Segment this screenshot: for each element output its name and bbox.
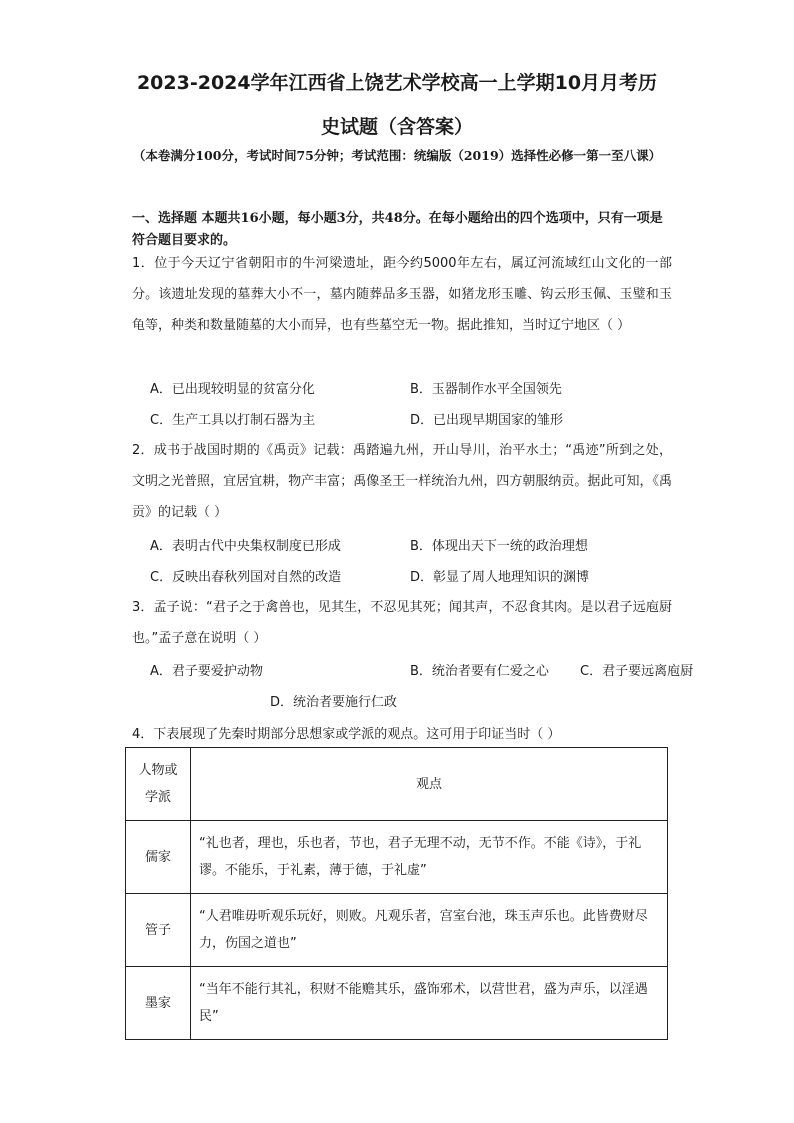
viewpoints-table <box>125 747 668 1040</box>
question-3-option-a[interactable]: A．君子要爱护动物 <box>150 664 263 679</box>
question-3-option-c[interactable]: C．君子要远离庖厨 <box>580 664 694 679</box>
question-1-option-a[interactable]: A．已出现较明显的贫富分化 <box>150 382 315 397</box>
table-cell-view: “人君唯毋听观乐玩好，则败。凡观乐者，宫室台池，珠玉声乐也。此皆费财尽力，伤国之道也” <box>191 894 668 967</box>
table-cell-view: “当年不能行其礼，积财不能赡其乐，盛饰邪术，以营世君，盛为声乐，以淫遇民” <box>191 967 668 1040</box>
question-2-option-a[interactable]: A．表明古代中央集权制度已形成 <box>150 539 341 554</box>
question-1-option-c[interactable]: C．生产工具以打制石器为主 <box>150 413 316 428</box>
table-header-who: 人物或学派 <box>126 748 191 821</box>
exam-title-line2: 史试题（含答案） <box>320 116 473 138</box>
table-row <box>126 894 668 967</box>
question-3-option-d[interactable]: D．统治者要施行仁政 <box>270 695 398 710</box>
question-3-stem: 3．孟子说：“君子之于禽兽也，见其生，不忍见其死；闻其声，不忍食其肉。是以君子远庖厨也。”孟子意在说明（ ） <box>132 600 672 646</box>
table-cell-who: 管子 <box>126 894 191 967</box>
question-2-option-b[interactable]: B．体现出天下一统的政治理想 <box>410 539 588 554</box>
table-row <box>126 967 668 1040</box>
question-1-option-b[interactable]: B．玉器制作水平全国领先 <box>410 382 562 397</box>
table-cell-who: 墨家 <box>126 967 191 1040</box>
section-heading: 一、选择题 本题共16小题，每小题3分，共48分。在每小题给出的四个选项中，只有一项是符合题目要求的。 <box>132 211 663 248</box>
table-cell-who: 儒家 <box>126 821 191 894</box>
table-header-view: 观点 <box>191 748 668 821</box>
question-4-stem: 4．下表展现了先秦时期部分思想家或学派的观点。这可用于印证当时（ ） <box>132 727 561 742</box>
exam-title-line1: 2023-2024学年江西省上饶艺术学校高一上学期10月月考历 <box>136 72 658 94</box>
question-2-stem: 2．成书于战国时期的《禹贡》记载：禹踏遍九州，开山导川，治平水土；“禹迹”所到之处，文明之光普照，宜居宜耕，物产丰富；禹像圣王一样统治九州，四方朝服纳贡。据此可知，《禹贡》的记载（ ） <box>132 443 672 520</box>
table-cell-view: “礼也者，理也，乐也者，节也，君子无理不动，无节不作。不能《诗》，于礼谬。不能乐，于礼素，薄于德，于礼虚” <box>191 821 668 894</box>
question-3-option-b[interactable]: B．统治者要有仁爱之心 <box>410 664 549 679</box>
question-2-option-c[interactable]: C．反映出春秋列国对自然的改造 <box>150 570 342 585</box>
question-1-option-d[interactable]: D．已出现早期国家的雏形 <box>410 413 564 428</box>
question-1-stem: 1．位于今天辽宁省朝阳市的牛河梁遗址，距今约5000年左右，属辽河流域红山文化的一部分。该遗址发现的墓葬大小不一，墓内随葬品多玉器，如猪龙形玉雕、钩云形玉佩、玉璧和玉龟等，种类和数量随墓的大小而异，也有些墓空无一物。据此推知，当时辽宁地区（ ） <box>132 256 672 333</box>
table-header-row <box>126 748 668 821</box>
question-2-option-d[interactable]: D．彰显了周人地理知识的渊博 <box>410 570 590 585</box>
exam-subtitle: （本卷满分100分，考试时间75分钟；考试范围：统编版（2019）选择性必修一第一至八课） <box>132 148 662 163</box>
table-row <box>126 821 668 894</box>
